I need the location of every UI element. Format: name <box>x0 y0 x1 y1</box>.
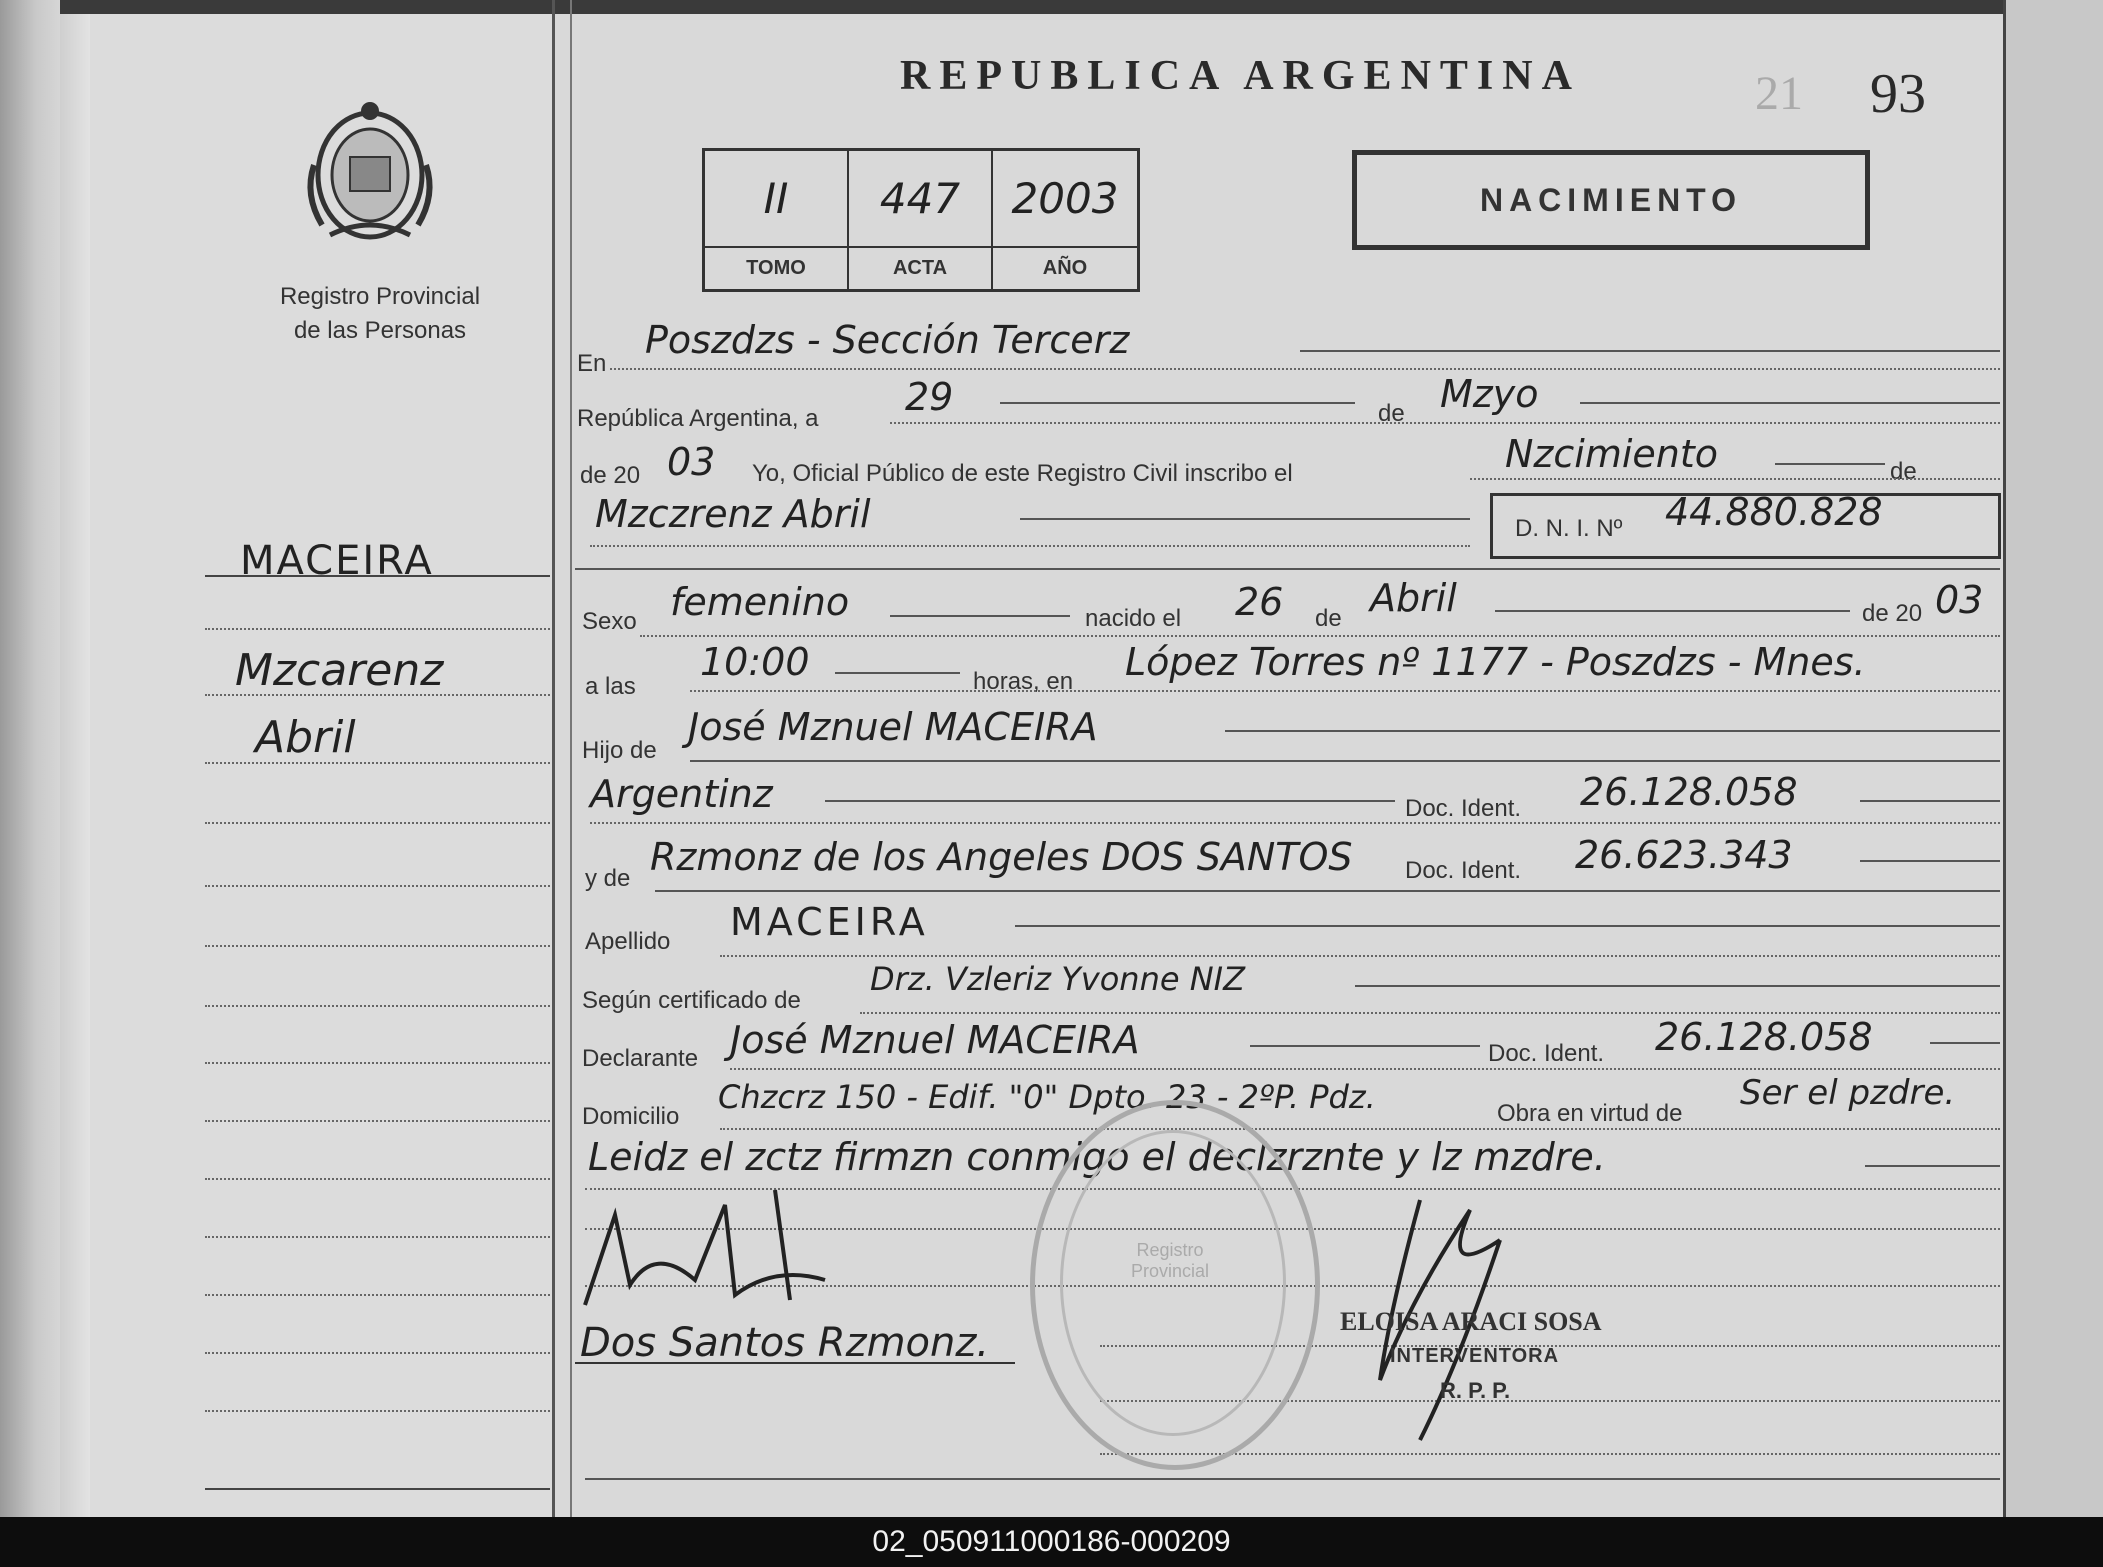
form-line <box>690 760 2000 762</box>
form-line <box>1470 478 2000 480</box>
form-line <box>1860 860 2000 862</box>
month-value: Mzyo <box>1440 372 1539 416</box>
form-line <box>640 635 2000 637</box>
sexo-value: femenino <box>670 580 850 624</box>
registry-stamp-text: Registro Provincial <box>1130 1240 1210 1281</box>
form-line <box>860 1012 2000 1014</box>
record-type-box: NACIMIENTO <box>1352 150 1870 250</box>
en-label: En <box>577 350 607 377</box>
tomo-label: TOMO <box>705 246 849 289</box>
margin-first-name: Mzcarenz <box>235 645 444 696</box>
registry-line-2: de las Personas <box>293 317 467 344</box>
de-label-2: de <box>1890 458 1917 485</box>
de-label: de <box>1378 400 1405 427</box>
margin-surname: MACEIRA <box>240 538 434 584</box>
alas-label: a las <box>585 673 636 700</box>
margin-line <box>205 945 550 947</box>
de20-label: de 20 <box>580 462 641 489</box>
form-line <box>585 1478 2000 1480</box>
apellido-label: Apellido <box>585 928 671 955</box>
year-value: 03 <box>667 440 716 484</box>
child-name: Mzczrenz Abril <box>595 492 871 536</box>
father-nationality: Argentinz <box>590 772 773 816</box>
form-line <box>1355 985 2000 987</box>
registry-name <box>230 280 530 348</box>
place-value: López Torres nº 1177 - Poszdzs - Mnes. <box>1125 640 1866 684</box>
declarante-doc: 26.128.058 <box>1655 1015 1873 1059</box>
de20-label-2: de 20 <box>1862 600 1923 627</box>
declarante-label: Declarante <box>582 1045 699 1072</box>
official-name: ELOISA ARACI SOSA <box>1340 1307 1602 1336</box>
de-label-3: de <box>1315 605 1342 632</box>
binding-edge <box>0 0 60 1517</box>
en-value: Poszdzs - Sección Tercerz <box>645 318 1130 362</box>
apellido-value: MACEIRA <box>730 900 929 944</box>
form-line <box>1580 402 2000 404</box>
margin-line <box>205 1294 550 1296</box>
sexo-label: Sexo <box>582 608 637 635</box>
domicilio-label: Domicilio <box>582 1103 680 1130</box>
record-number-box <box>702 148 1140 292</box>
form-line <box>1225 730 2000 732</box>
form-line <box>1930 1042 2000 1044</box>
margin-line <box>205 822 550 824</box>
margin-second-name: Abril <box>255 712 356 763</box>
official-org: R. P. P. <box>1440 1378 1511 1403</box>
form-line <box>720 1128 2000 1130</box>
mother-signature: Dos Santos Rzmonz. <box>580 1320 990 1366</box>
acta-label: ACTA <box>849 246 993 289</box>
form-line <box>1495 610 1850 612</box>
form-line <box>1250 1045 1480 1047</box>
page-title: REPUBLICA ARGENTINA <box>900 53 1581 99</box>
hour-value: 10:00 <box>700 640 810 684</box>
form-line <box>720 955 2000 957</box>
segun-value: Drz. Vzleriz Yvonne NIZ <box>870 960 1245 998</box>
father-doc: 26.128.058 <box>1580 770 1798 814</box>
mother-doc-label: Doc. Ident. <box>1405 857 1522 884</box>
declarante-value: José Mznuel MACEIRA <box>730 1018 1140 1062</box>
form-line <box>655 890 2000 892</box>
form-line <box>1020 518 1470 520</box>
ano-value: 2003 <box>1011 174 1119 223</box>
margin-line <box>205 1178 550 1180</box>
form-line <box>690 690 2000 692</box>
margin-line <box>205 575 550 577</box>
form-line <box>1300 350 2000 352</box>
dni-value: 44.880.828 <box>1665 490 1883 534</box>
form-line <box>1775 463 1885 465</box>
margin-line <box>205 1352 550 1354</box>
father-name: José Mznuel MACEIRA <box>688 705 1098 749</box>
margin-line <box>205 1236 550 1238</box>
birth-day: 26 <box>1235 580 1284 624</box>
hijo-label: Hijo de <box>582 737 657 764</box>
ano-label: AÑO <box>993 246 1137 289</box>
tomo-value: II <box>705 151 849 246</box>
form-line <box>610 368 2000 370</box>
faint-page-number: 21 <box>1755 67 1803 120</box>
margin-line <box>205 1120 550 1122</box>
inscribo-value: Nzcimiento <box>1505 432 1719 476</box>
coat-of-arms-icon <box>300 95 440 250</box>
form-line <box>590 822 2000 824</box>
top-edge <box>0 0 2103 14</box>
yo-label: Yo, Oficial Público de este Registro Civil inscribo el <box>752 460 1293 487</box>
form-line <box>835 672 960 674</box>
panel-divider-inner <box>570 0 572 1517</box>
form-line <box>890 615 1070 617</box>
panel-divider <box>552 0 555 1517</box>
birth-year: 03 <box>1935 578 1984 622</box>
father-doc-label: Doc. Ident. <box>1405 795 1522 822</box>
obra-value: Ser el pzdre. <box>1740 1073 1956 1113</box>
registry-stamp-inner <box>1060 1130 1286 1436</box>
closing-statement: Leidz el zctz firmzn conmigo el declzrznte y lz mzdre. <box>588 1135 1606 1179</box>
form-line <box>730 1068 2000 1070</box>
form-line <box>1865 1165 2000 1167</box>
margin-line <box>205 885 550 887</box>
nacido-label: nacido el <box>1085 605 1182 632</box>
dni-label: D. N. I. Nº <box>1515 515 1623 542</box>
margin-line <box>205 1488 550 1490</box>
form-line <box>590 545 1470 547</box>
mother-doc: 26.623.343 <box>1575 833 1793 877</box>
margin-line <box>205 1062 550 1064</box>
page-number: 93 <box>1870 63 1926 125</box>
signature-line <box>575 1362 1015 1364</box>
margin-line <box>205 1005 550 1007</box>
obra-label: Obra en virtud de <box>1497 1100 1683 1127</box>
form-line <box>825 800 1395 802</box>
form-line <box>890 422 2000 424</box>
book-spine <box>60 14 90 1517</box>
acta-value: 447 <box>849 151 993 246</box>
form-line <box>1000 402 1355 404</box>
segun-label: Según certificado de <box>582 987 801 1014</box>
official-title: INTERVENTORA <box>1390 1345 1560 1367</box>
yde-label: y de <box>585 865 631 892</box>
next-page-strip <box>2006 0 2103 1517</box>
domicilio-value: Chzcrz 150 - Edif. "0" Dpto. 23 - 2ºP. Pdz. <box>718 1078 1376 1116</box>
horas-label: horas, en <box>973 668 1074 695</box>
registry-line-1: Registro Provincial <box>279 283 481 310</box>
birth-month: Abril <box>1370 576 1457 620</box>
form-line <box>575 568 2000 570</box>
form-line <box>1860 800 2000 802</box>
day-value: 29 <box>905 375 954 419</box>
document-code: 02_050911000186-000209 <box>0 1517 2103 1567</box>
mother-name: Rzmonz de los Angeles DOS SANTOS <box>650 835 1353 879</box>
margin-line <box>205 762 550 764</box>
form-line <box>1015 925 2000 927</box>
declarante-doc-label: Doc. Ident. <box>1488 1040 1605 1067</box>
father-signature-icon <box>575 1185 845 1315</box>
republica-label: República Argentina, a <box>577 405 819 432</box>
margin-line <box>205 694 550 696</box>
margin-line <box>205 628 550 630</box>
margin-line <box>205 1410 550 1412</box>
